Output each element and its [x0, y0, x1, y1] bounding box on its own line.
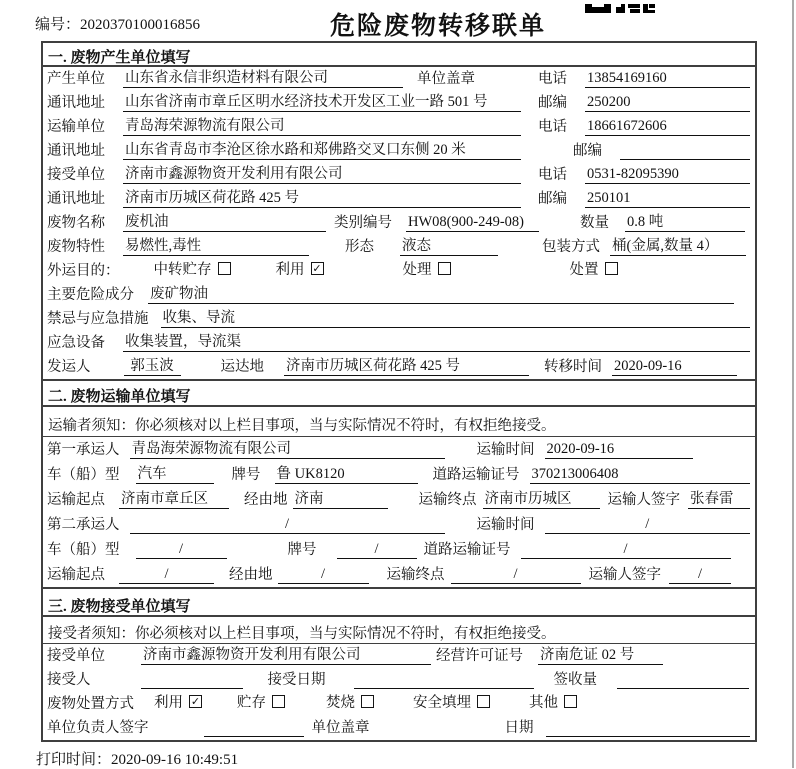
origin-label: 运输起点: [47, 492, 105, 508]
row-carrier1-route: [43, 487, 755, 512]
row-produce-unit: [43, 67, 755, 91]
disposal-option-incinerate: [326, 691, 374, 712]
produce-phone-value: 13854169160: [585, 70, 750, 88]
option-label: 处理: [402, 262, 432, 278]
transfer-time-label: 转移时间: [544, 359, 602, 375]
shipper-label: 发运人: [47, 359, 91, 375]
receive-unit-value: 济南市鑫源物资开发利用有限公司: [123, 166, 521, 184]
taboo-label: 禁忌与应急措施: [47, 311, 149, 327]
receiver-label: 接受人: [47, 672, 91, 688]
option-label: 贮存: [237, 695, 266, 711]
print-time: [36, 748, 238, 769]
carrier2-plate-value: /: [337, 541, 417, 559]
receive-date-label: 接受日期: [267, 672, 326, 688]
checkbox-disposal-landfill: [477, 695, 490, 708]
receiver-value: [141, 672, 243, 689]
row-responsible-sign: [43, 716, 755, 740]
carrier1-via-value: 济南: [293, 491, 388, 509]
taboo-value: 收集、导流: [161, 310, 751, 328]
phone-label: 电话: [538, 167, 567, 183]
transporter-notice: 运输者须知：你必须核对以上栏目事项，当与实际情况不符时，有权拒绝接受。: [43, 407, 755, 437]
row-carrier1-vehicle: [43, 462, 755, 487]
address-label: 通讯地址: [47, 191, 105, 207]
carrier2-origin-value: /: [119, 566, 214, 584]
purpose-option-treat: [403, 258, 451, 279]
section-producer: [43, 43, 755, 379]
carrier1-label: 第一承运人: [47, 442, 120, 458]
origin-label: 运输起点: [47, 567, 105, 583]
row-receiver-person: [43, 668, 755, 692]
receiver-notice: 接受者须知：你必须核对以上栏目事项，当与实际情况不符时，有权拒绝接受。: [43, 617, 755, 644]
phone-label: 电话: [538, 119, 567, 135]
disposal-option-storage: [237, 691, 285, 712]
checkbox-disposal-other: [564, 695, 577, 708]
carrier2-vehicle-value: /: [136, 541, 227, 559]
page-title: 危险废物转移联单: [329, 13, 547, 40]
row-carrier2: [43, 512, 755, 537]
checkbox-transfer-storage: [218, 262, 231, 275]
section-transporter: [43, 379, 755, 587]
receive-unit-label: 接受单位: [47, 167, 105, 183]
carrier-sign-label: 运输人签字: [607, 492, 680, 508]
row-shipper: [43, 355, 755, 379]
checkbox-treat: [438, 262, 451, 275]
disposal-option-use: [154, 691, 202, 712]
carrier1-time-value: 2020-09-16: [545, 441, 693, 459]
address-label: 通讯地址: [47, 143, 105, 159]
row-receive-unit: [43, 163, 755, 187]
receive-address-value: 济南市历城区荷花路 425 号: [123, 190, 521, 208]
carrier2-via-value: /: [278, 566, 369, 584]
carrier2-permit-value: /: [521, 541, 731, 559]
receive-date-value: [354, 672, 534, 689]
via-label: 经由地: [229, 567, 273, 583]
row-disposal: [43, 692, 755, 716]
section1-header: 一. 废物产生单位填写: [43, 43, 755, 67]
qr-code-icon: [585, 0, 655, 18]
transfer-time-value: 2020-09-16: [612, 358, 737, 376]
checkbox-dispose: [605, 262, 618, 275]
checkbox-disposal-storage: [272, 695, 285, 708]
date-label: 日期: [504, 720, 534, 736]
plate-label: 牌号: [287, 542, 317, 558]
zip-label: 邮编: [538, 191, 567, 207]
transport-unit-label: 运输单位: [47, 119, 105, 135]
carrier1-terminus-value: 济南市历城区: [483, 491, 600, 509]
option-label: 利用: [154, 695, 183, 711]
receive-phone-value: 0531-82095390: [585, 166, 750, 184]
sign-qty-value: [617, 672, 749, 689]
form-value: 液态: [400, 238, 498, 256]
seal-label: 单位盖章: [311, 720, 370, 736]
carrier-sign-label: 运输人签字: [588, 567, 661, 583]
via-label: 经由地: [244, 492, 288, 508]
carrier2-value: /: [130, 516, 445, 534]
row-carrier2-vehicle: [43, 537, 755, 562]
option-label: 焚烧: [326, 695, 355, 711]
checkbox-use: ✓: [312, 262, 322, 275]
zip-label: 邮编: [573, 143, 602, 159]
packing-value: 桶(金属,数量 4）: [610, 238, 746, 256]
row-waste-name: [43, 211, 755, 235]
category-value: HW08(900-249-08): [406, 214, 539, 232]
row-carrier1: [43, 437, 755, 462]
manifest-table: [41, 41, 757, 742]
row-receiver-unit: [43, 644, 755, 668]
section3-header: 三. 废物接受单位填写: [43, 589, 755, 617]
option-label: 中转贮存: [153, 262, 212, 278]
destination-label: 运达地: [220, 359, 264, 375]
page-edge-line: [792, 0, 794, 768]
row-waste-character: [43, 235, 755, 259]
produce-unit-label: 产生单位: [47, 71, 105, 87]
row-equipment: [43, 331, 755, 355]
purpose-option-dispose: [570, 258, 618, 279]
road-permit-label: 道路运输证号: [423, 542, 511, 558]
transport-phone-value: 18661672606: [585, 118, 750, 136]
equipment-value: 收集装置，导流渠: [123, 334, 750, 352]
packing-label: 包装方式: [542, 239, 600, 255]
permit-value: 济南危证 02 号: [538, 647, 663, 665]
carrier1-vehicle-value: 汽车: [136, 466, 214, 484]
transport-zip-value: [620, 143, 750, 160]
purpose-label: 外运目的：: [47, 263, 120, 279]
row-produce-address: [43, 91, 755, 115]
row-transport-unit: [43, 115, 755, 139]
option-label: 安全填埋: [413, 695, 471, 711]
receive-zip-value: 250101: [585, 190, 750, 208]
category-label: 类别编号: [334, 215, 392, 231]
phone-label: 电话: [538, 71, 567, 87]
row-taboo: [43, 307, 755, 331]
quantity-label: 数量: [580, 215, 609, 231]
carrier1-origin-value: 济南市章丘区: [119, 491, 229, 509]
print-time-value: 2020-09-16 10:49:51: [111, 752, 239, 768]
receiver-unit-value: 济南市鑫源物资开发利用有限公司: [141, 647, 431, 665]
responsible-sign-value: [204, 720, 304, 737]
transport-address-value: 山东省青岛市李沧区徐水路和郑佛路交叉口东侧 20 米: [123, 142, 521, 160]
transport-unit-value: 青岛海荣源物流有限公司: [123, 118, 521, 136]
transport-time-label: 运输时间: [476, 517, 535, 533]
checkbox-disposal-use: ✓: [190, 695, 201, 708]
serial-label: 编号：: [35, 17, 81, 33]
destination-value: 济南市历城区荷花路 425 号: [284, 358, 529, 376]
disposal-option-landfill: [413, 691, 490, 712]
character-label: 废物特性: [47, 239, 105, 255]
responsible-sign-label: 单位负责人签字: [47, 720, 149, 736]
checkbox-disposal-incinerate: [361, 695, 374, 708]
row-carrier2-route: [43, 562, 755, 587]
form-label: 形态: [345, 239, 374, 255]
character-value: 易燃性,毒性: [123, 238, 309, 256]
waste-name-value: 废机油: [123, 214, 326, 232]
print-time-label: 打印时间：: [36, 752, 112, 768]
carrier1-sign-value: 张春雷: [688, 491, 750, 509]
section2-header: 二. 废物运输单位填写: [43, 381, 755, 407]
carrier1-plate-value: 鲁 UK8120: [275, 466, 418, 484]
sign-qty-label: 签收量: [553, 672, 597, 688]
terminus-label: 运输终点: [418, 492, 477, 508]
purpose-option-transfer-storage: [154, 258, 231, 279]
produce-address-value: 山东省济南市章丘区明水经济技术开发区工业一路 501 号: [123, 94, 521, 112]
carrier1-value: 青岛海荣源物流有限公司: [130, 441, 445, 459]
waste-name-label: 废物名称: [47, 215, 105, 231]
row-hazard: [43, 283, 755, 307]
produce-unit-value: 山东省永信非织造材料有限公司: [123, 70, 403, 88]
address-label: 通讯地址: [47, 95, 105, 111]
row-transport-address: [43, 139, 755, 163]
carrier2-terminus-value: /: [451, 566, 581, 584]
option-label: 处置: [569, 262, 599, 278]
disposal-label: 废物处置方式: [47, 696, 134, 712]
carrier2-sign-value: /: [669, 566, 731, 584]
carrier1-permit-value: 370213006408: [530, 466, 750, 484]
hazard-value: 废矿物油: [148, 286, 734, 304]
serial-number: [35, 13, 200, 34]
transport-time-label: 运输时间: [476, 442, 535, 458]
equipment-label: 应急设备: [47, 335, 105, 351]
permit-label: 经营许可证号: [436, 648, 523, 664]
vehicle-label: 车（船）型: [47, 467, 120, 483]
serial-value: 2020370100016856: [80, 17, 201, 33]
disposal-option-other: [529, 691, 577, 712]
carrier2-label: 第二承运人: [47, 517, 120, 533]
plate-label: 牌号: [231, 467, 261, 483]
quantity-value: 0.8 吨: [625, 214, 745, 232]
receive-unit-label: 接受单位: [47, 648, 105, 664]
option-label: 其他: [529, 695, 558, 711]
row-purpose: [43, 259, 755, 283]
terminus-label: 运输终点: [386, 567, 445, 583]
seal-date-value: [546, 720, 751, 737]
road-permit-label: 道路运输证号: [432, 467, 520, 483]
zip-label: 邮编: [538, 95, 567, 111]
hazard-label: 主要危险成分: [47, 287, 134, 303]
vehicle-label: 车（船）型: [47, 542, 120, 558]
shipper-value: 郭玉波: [124, 358, 181, 376]
row-receive-address: [43, 187, 755, 211]
section-receiver: [43, 587, 755, 740]
carrier2-time-value: /: [545, 516, 751, 534]
option-label: 利用: [275, 262, 305, 278]
produce-zip-value: 250200: [585, 94, 750, 112]
seal-label: 单位盖章: [417, 71, 475, 87]
purpose-option-use: [276, 258, 324, 279]
